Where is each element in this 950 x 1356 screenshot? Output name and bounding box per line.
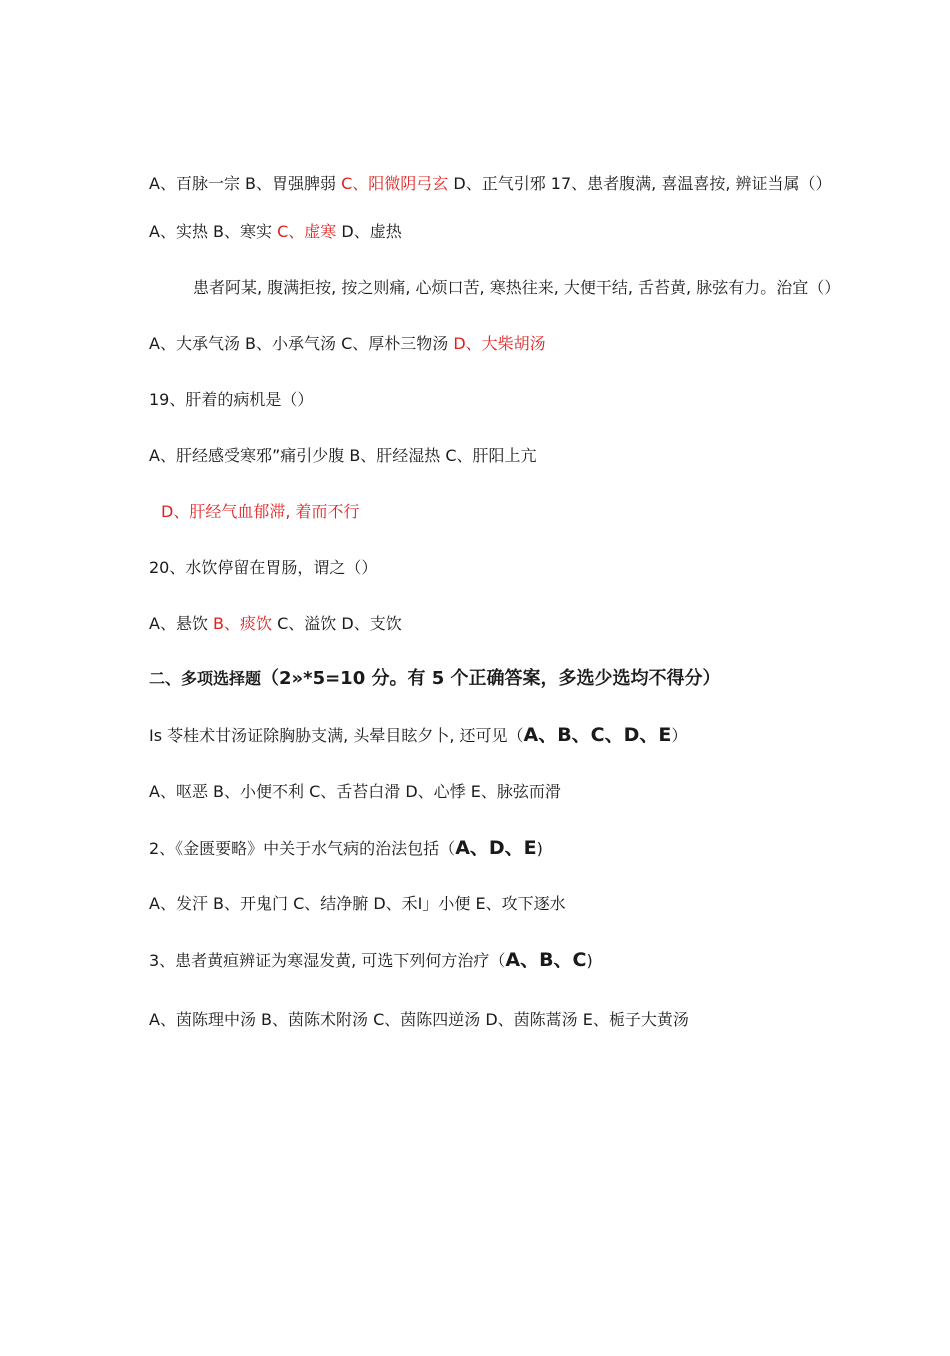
mq1-options: A、呕恶 B、小便不利 C、舌苔白滑 D、心悸 E、脉弦而滑 (149, 782, 561, 801)
option-text: C、溢饮 D、支饮 (272, 614, 402, 633)
option-text: A、大承气汤 B、小承气汤 C、厚朴三物汤 (149, 334, 454, 353)
q20-stem: 20、水饮停留在胃肠，谓之（） (149, 558, 378, 577)
q17-options (149, 221, 402, 243)
option-text: D、虚热 (336, 222, 402, 241)
answer-letters: A、D、E (455, 837, 537, 859)
option-text: A、悬饮 (149, 614, 214, 633)
mq3-stem (149, 949, 593, 972)
correct-answer: B、痰饮 (213, 614, 273, 633)
q18-options (149, 333, 546, 355)
question-text: ) (586, 951, 593, 970)
mq2-options: A、发汗 B、开鬼门 C、结净腑 D、禾I」小便 E、攻下逐水 (149, 894, 566, 913)
answer-letters: A、B、C、D、E (523, 724, 672, 746)
answer-letters: A、B、C (505, 949, 587, 971)
q18-stem: 患者阿某, 腹满拒按, 按之则痛, 心烦口苦, 寒热往来, 大便干结, 舌苔黄, 脉弦有力。治宜（） (193, 278, 841, 297)
q16-options (149, 173, 832, 195)
question-text: ) (536, 839, 543, 858)
question-text: 2、《金匮要略》中关于水气病的治法包括（ (149, 839, 456, 858)
q19-stem: 19、肝着的病机是（） (149, 390, 314, 409)
section-heading (149, 668, 721, 690)
option-text: A、实热 B、寒实 (149, 222, 278, 241)
correct-answer: D、大柴胡汤 (453, 334, 546, 353)
option-text: A、百脉一宗 B、胃强脾弱 (149, 174, 342, 193)
mq1-stem (149, 724, 687, 747)
q19-options: A、肝经感受寒邪”痛引少腹 B、肝经湿热 C、肝阳上亢 (149, 446, 537, 465)
q20-options (149, 613, 402, 635)
correct-answer: C、虚寒 (277, 222, 337, 241)
mq2-stem (149, 837, 543, 860)
question-text: 3、患者黄疸辨证为寒湿发黄, 可选下列何方治疗（ (149, 951, 506, 970)
correct-answer: C、阳微阴弓玄 (341, 174, 449, 193)
section-note: （2»*5=10 分。有 5 个正确答案，多选少选均不得分） (261, 668, 721, 689)
question-text: ） (671, 726, 688, 745)
q19-correct-answer: D、肝经气血郁滞, 着而不行 (161, 502, 360, 521)
question-text: Is 苓桂术甘汤证除胸胁支满, 头晕目眩夕卜, 还可见（ (149, 726, 524, 745)
option-text: D、正气引邪 17、患者腹满, 喜温喜按, 辨证当属（） (448, 174, 832, 193)
section-title: 二、多项选择题 (149, 669, 262, 688)
mq3-options: A、茵陈理中汤 B、茵陈术附汤 C、茵陈四逆汤 D、茵陈蒿汤 E、栀子大黄汤 (149, 1010, 689, 1029)
